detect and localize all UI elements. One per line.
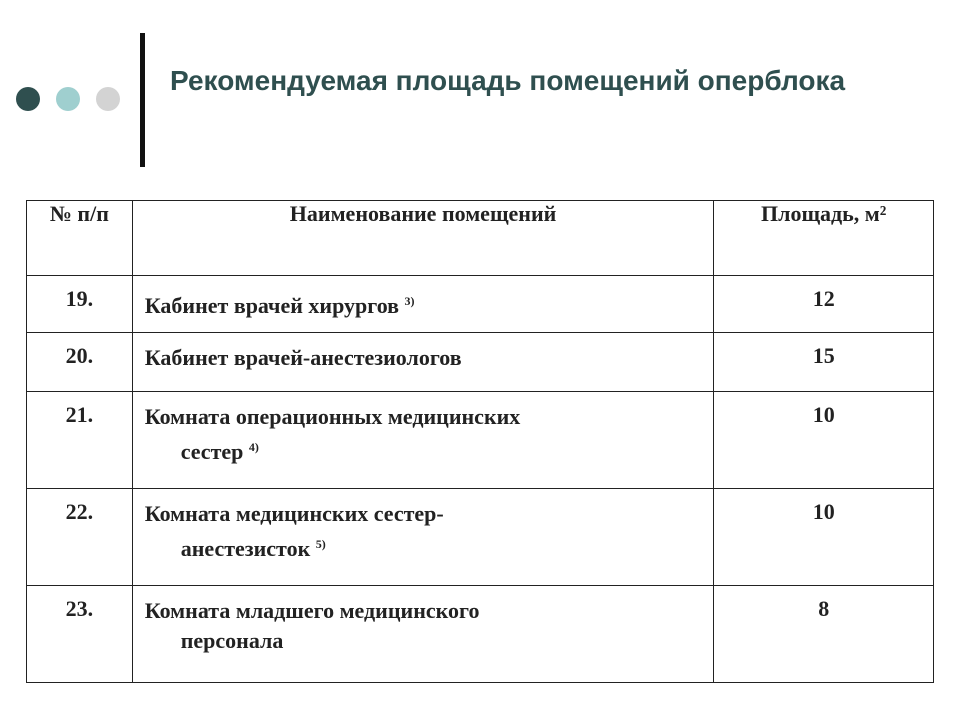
header-area: Площадь, м² [714, 201, 934, 276]
room-area: 10 [714, 489, 934, 586]
header-room-name: Наименование помещений [132, 201, 714, 276]
row-number: 23. [27, 586, 133, 683]
title-divider-bar [140, 33, 145, 167]
room-name [132, 489, 714, 586]
room-name [132, 586, 714, 683]
footnote-marker: 3) [404, 294, 415, 308]
room-name-line2 [145, 626, 702, 656]
room-name-line1: Комната младшего медицинского [144, 598, 480, 623]
row-number: 20. [27, 333, 133, 392]
decorative-dot-teal [56, 87, 80, 111]
table-row [27, 392, 934, 489]
room-name-line2-text: персонала [180, 628, 284, 653]
row-number: 19. [27, 276, 133, 333]
room-name-line2 [145, 432, 702, 467]
slide-title: Рекомендуемая площадь помещений оперблока [170, 65, 846, 96]
decorative-dot-grey [96, 87, 120, 111]
table-row [27, 489, 934, 586]
room-area: 15 [714, 333, 934, 392]
table-row [27, 276, 934, 333]
room-name [132, 392, 714, 489]
room-name-line1: Кабинет врачей хирургов [144, 293, 400, 318]
room-name-line1: Комната медицинских сестер- [144, 501, 444, 526]
room-name-line1: Кабинет врачей-анестезиологов [144, 345, 462, 370]
rooms-area-table [26, 200, 934, 683]
room-name-line1: Комната операционных медицинских [144, 404, 521, 429]
room-area: 10 [714, 392, 934, 489]
room-area: 8 [714, 586, 934, 683]
room-name [132, 276, 714, 333]
row-number: 21. [27, 392, 133, 489]
footnote-marker: 4) [248, 440, 259, 454]
decorative-dot-dark [16, 87, 40, 111]
header-number: № п/п [27, 201, 133, 276]
row-number: 22. [27, 489, 133, 586]
footnote-marker: 5) [315, 537, 326, 551]
room-name-line2-text: анестезисток [180, 536, 311, 561]
room-name-line2 [145, 529, 702, 564]
room-name [132, 333, 714, 392]
room-area: 12 [714, 276, 934, 333]
table-header-row [27, 201, 934, 276]
table-row [27, 586, 934, 683]
room-name-line2-text: сестер [180, 439, 244, 464]
table-row [27, 333, 934, 392]
